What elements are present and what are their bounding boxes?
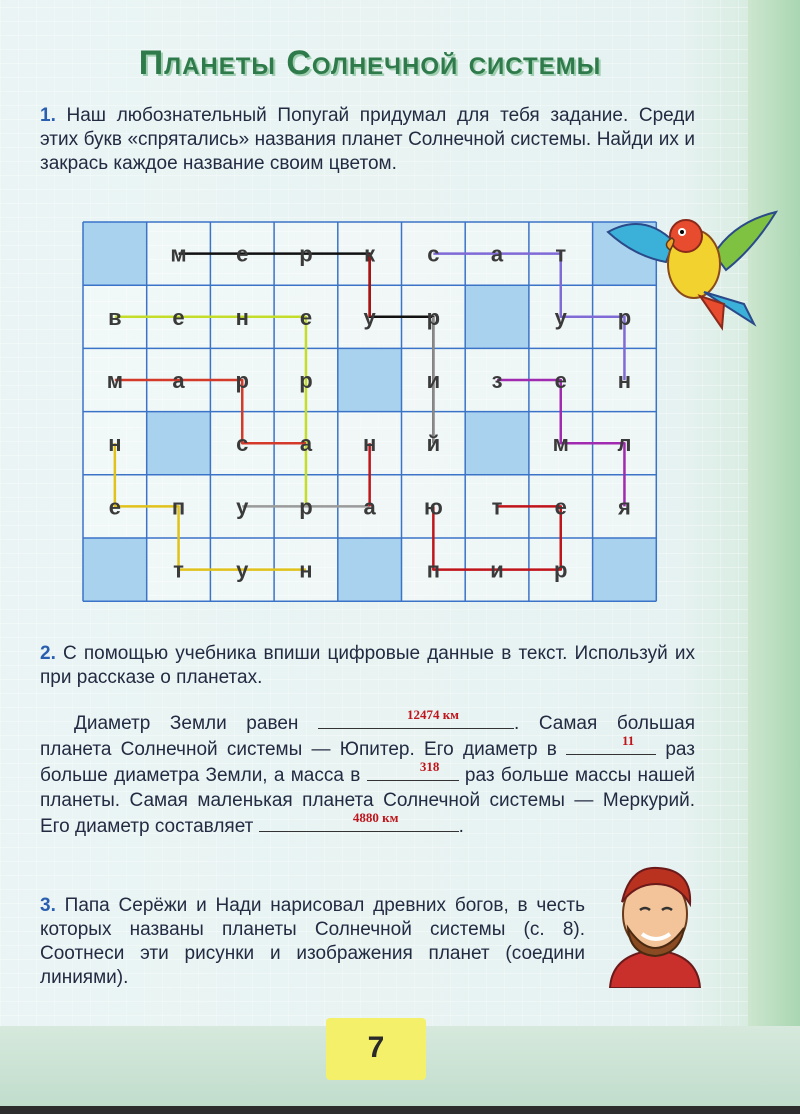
empty-grid-cell: [338, 538, 402, 601]
page-title: Планеты Солнечной системы: [138, 44, 602, 82]
grid-letter: а: [363, 494, 376, 520]
answer-blank-jupiter-mass-ratio[interactable]: [367, 759, 459, 781]
fill-text-part: раз больше диаметра Земли, а масса в: [40, 739, 695, 786]
grid-letter: у: [236, 494, 249, 520]
grid-letter: й: [426, 431, 441, 457]
grid-letter: з: [491, 368, 503, 393]
fill-text-part: .: [458, 816, 464, 837]
grid-letter: р: [554, 557, 568, 583]
grid-letter: т: [173, 557, 184, 583]
grid-letter: р: [617, 304, 632, 330]
page-number: 7: [326, 1018, 426, 1080]
empty-grid-cell: [147, 412, 211, 475]
grid-letter: в: [108, 304, 122, 330]
grid-letter: п: [426, 557, 440, 583]
grid-letter: л: [617, 431, 632, 457]
grid-letter: е: [554, 368, 567, 393]
fill-text-part: Диаметр Земли равен: [74, 713, 299, 734]
task-2-fill-text: [40, 707, 696, 839]
grid-letter: у: [236, 557, 249, 583]
answer-blank-jupiter-diameter-ratio[interactable]: [566, 733, 656, 755]
task-1-text: Наш любознательный Попугай придумал для тебя задание. Среди этих букв «спрятались» названия планет Солнечной системы. Найди их и закрась каждое название своим цветом.: [40, 105, 696, 174]
grid-letter: р: [299, 241, 313, 267]
grid-letter: н: [363, 431, 377, 457]
grid-letter: р: [299, 494, 313, 520]
grid-letter: а: [172, 368, 185, 393]
grid-letter: ю: [423, 494, 443, 520]
grid-letter: е: [554, 494, 567, 520]
grid-letter: н: [108, 431, 122, 457]
task-3: [40, 894, 585, 990]
grid-letter: е: [236, 241, 249, 267]
empty-grid-cell: [465, 285, 529, 348]
grid-letter: н: [617, 368, 632, 393]
grid-letter: н: [235, 304, 249, 330]
fill-text-part: . Самая большая планета Солнечной системы — Юпитер. Его диаметр в: [40, 713, 696, 760]
grid-letter: п: [171, 494, 186, 520]
grid-letter: р: [426, 304, 441, 330]
fill-text-part: раз больше массы нашей планеты. Самая маленькая планета Солнечной системы — Меркурий. Его диаметр составляет: [40, 765, 695, 837]
answer-blank-earth-diameter[interactable]: [318, 707, 514, 729]
task-2: [40, 642, 695, 690]
grid-letter: р: [299, 368, 313, 393]
grid-letter: м: [552, 431, 569, 457]
grid-letter: т: [555, 241, 567, 267]
grid-letter: е: [299, 304, 313, 330]
task-2-number: 2.: [40, 643, 56, 664]
grid-letter: т: [491, 494, 503, 520]
task-2-text: С помощью учебника впиши цифровые данные в текст. Используй их при рассказе о планетах.: [40, 643, 696, 688]
grid-letter: я: [618, 494, 631, 520]
empty-grid-cell: [338, 348, 402, 411]
parrot-illustration: [604, 192, 780, 332]
grid-letter: и: [426, 368, 441, 393]
answer-blank-mercury-diameter[interactable]: [259, 810, 459, 832]
grid-letter: и: [490, 557, 504, 583]
empty-grid-cell: [465, 412, 529, 475]
grid-letter: р: [235, 368, 249, 393]
grid-letter: м: [170, 241, 187, 267]
grid-letter: а: [490, 241, 504, 267]
task-3-number: 3.: [40, 895, 56, 916]
grid-letter: а: [299, 431, 313, 457]
grid-letter: у: [554, 304, 567, 330]
empty-grid-cell: [593, 538, 657, 601]
empty-grid-cell: [83, 222, 147, 285]
grid-letter: е: [172, 304, 185, 330]
grid-letter: н: [299, 557, 313, 583]
grid-letter: с: [236, 431, 249, 457]
answer-value: 11: [621, 733, 635, 748]
father-illustration: [600, 858, 710, 988]
grid-letter: м: [106, 368, 123, 393]
grid-letter: с: [427, 241, 440, 267]
grid-letter: у: [363, 304, 376, 330]
empty-grid-cell: [83, 538, 147, 601]
answer-value: 318: [419, 759, 440, 774]
answer-value: 4880 км: [352, 810, 399, 825]
task-3-text: Папа Серёжи и Нади нарисовал древних богов, в честь которых названы планеты Солнечной системы (с. 8). Соотнеси эти рисунки и изображения планет (соедини линиями).: [40, 895, 585, 988]
task-1-number: 1.: [40, 105, 56, 126]
answer-value: 12474 км: [406, 707, 460, 722]
grid-letter: е: [108, 494, 121, 520]
grid-letter: к: [364, 241, 376, 267]
